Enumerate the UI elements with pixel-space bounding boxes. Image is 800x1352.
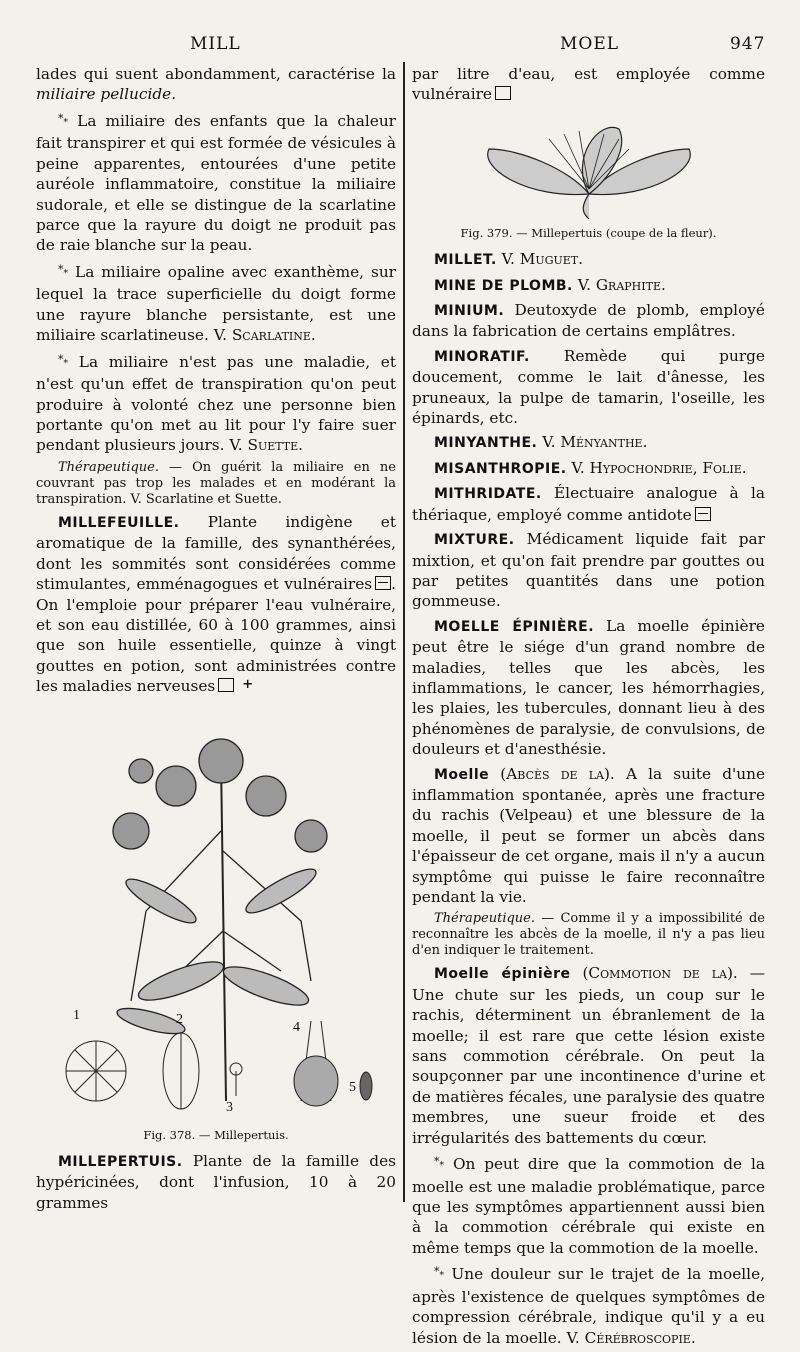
nervine-icon	[218, 678, 234, 692]
paragraph: ** La miliaire opaline avec exanthème, sur lequel la trace superficielle du doigt forme une rayure blanche persistante, est une miliaire scarlatineuse. V. Scarlatine.	[36, 262, 396, 345]
entry-mixture: MIXTURE. Médicament liquide fait par mixtion, et qu'on fait prendre par gouttes ou par petites quantités dans une potion gommeuse.	[412, 530, 765, 611]
running-head-left: MILL	[190, 34, 241, 54]
column-divider	[403, 62, 405, 1202]
figure-label: 4	[293, 1019, 300, 1035]
entry-millet: MILLET. V. Muguet.	[434, 250, 583, 269]
vulneraire-icon	[375, 576, 391, 590]
entry-millefeuille: MILLEFEUILLE. Plante indigène et aromatique de la famille, des synanthérées, dont les sommités sont considérées comme stimulantes, emménagogues et vulnéraires . On l'emploie pour préparer l'eau vulnéraire, et son eau distillée, 60 à 100 grammes, ainsi que son huile essentielle, quinze à vingt gouttes en potion, sont administrées contre les maladies nerveuses+	[36, 512, 396, 697]
entry-minoratif: MINORATIF. Remède qui purge doucement, comme le lait d'ânesse, les pruneaux, la pulpe de tamarin, l'oseille, les épinards, etc.	[412, 346, 765, 428]
page-number: 947	[730, 34, 766, 54]
figure-label: 2	[176, 1011, 183, 1027]
paragraph: par litre d'eau, est employée comme vulnéraire	[412, 65, 765, 104]
figure-label: 3	[226, 1099, 233, 1115]
entry-minyanthe: MINYANTHE. V. Ményanthe.	[434, 433, 648, 452]
figure-label: 5	[349, 1079, 356, 1095]
entry-mine-de-plomb: MINE DE PLOMB. V. Graphite.	[434, 275, 666, 294]
figure-379-caption: Fig. 379. — Millepertuis (coupe de la fleur).	[460, 225, 717, 240]
figure-label: 1	[73, 1007, 80, 1023]
entry-moelle-abces: Moelle (Abcès de la). A la suite d'une inflammation spontanée, après une fracture du rachis (Velpeau) et une blessure de la moelle, il peut se former un abcès dans l'épaisseur de cet organe, mais il n'y a aucun symptôme qui puisse le faire reconnaître pendant la vie.	[412, 764, 765, 906]
figure-378-plant-illustration	[51, 701, 381, 1121]
entry-mithridate: MITHRIDATE. Électuaire analogue à la thériaque, employé comme antidote	[412, 484, 765, 524]
paragraph: ** La miliaire n'est pas une maladie, et n'est qu'un effet de transpiration qu'on peut produire à volonté chez une personne bien portante qu'on met au lit pour l'y faire suer pendant plusieurs jours. V. Suette.	[36, 352, 396, 455]
vulneraire-icon	[495, 86, 511, 100]
left-column	[36, 64, 396, 1217]
paragraph: ** Une douleur sur le trajet de la moelle, après l'existence de quelques symptômes de compression cérébrale, indique qu'il y a eu lésion de la moelle. V. Cérébroscopie.	[412, 1265, 765, 1347]
figure-379-flower-section	[469, 109, 709, 219]
antidote-icon	[695, 507, 711, 521]
entry-moelle-epiniere: MOELLE ÉPINIÈRE. La moelle épinière peut être le siége d'un grand nombre de maladies, telles que les abcès, les inflammations, le cancer, les hémorrhagies, les plaies, les tubercules, donnant lieu à des phénomènes de paralysie, de convulsions, de douleurs et d'anesthésie.	[412, 616, 765, 759]
entry-millepertuis: MILLEPERTUIS. Plante de la famille des hypéricinées, dont l'infusion, 10 à 20 grammes	[36, 1151, 396, 1212]
paragraph: ** La miliaire des enfants que la chaleur fait transpirer et qui est formée de vésicules à peine apparentes, entourées d'une petite auréole inflammatoire, constitue la miliaire sudorale, et elle se distingue de la scarlatine parce que la rayure du doigt ne produit pas de raie blanche sur la peau.	[36, 111, 396, 255]
figure-378-caption: Fig. 378. — Millepertuis.	[143, 1127, 289, 1142]
paragraph: ** On peut dire que la commotion de la moelle est une maladie problématique, parce que les symptômes appartiennent aussi bien à la commotion cérébrale qui existe en même temps que la commotion de la moelle.	[412, 1155, 765, 1257]
entry-misanthropie: MISANTHROPIE. V. Hypochondrie, Folie.	[434, 458, 747, 477]
paragraph: lades qui suent abondamment, caractérise la miliaire pellucide.	[36, 65, 396, 104]
right-column	[412, 64, 765, 1352]
therapeutique-note: Thérapeutique. — Comme il y a impossibilité de reconnaître les abcès de la moelle, il n'y a pas lieu d'en indiquer le traitement.	[412, 911, 765, 959]
entry-moelle-commotion: Moelle épinière (Commotion de la). — Une chute sur les pieds, un coup sur le rachis, déterminent un ébranlement de la moelle; il est rare que cette lésion existe sans commotion cérébrale. On peut la soupçonner par une incontinence d'urine et de matières fécales, une paralysie des quatre membres, une sueur froide et des irrégularités des battements du cœur.	[412, 964, 765, 1147]
therapeutique-note: Thérapeutique. — On guérit la miliaire en ne couvrant pas trop les malades et en modérant la transpiration. V. Scarlatine et Suette.	[36, 459, 396, 507]
entry-minium: MINIUM. Deutoxyde de plomb, employé dans la fabrication de certains emplâtres.	[412, 301, 765, 341]
running-head-right: MOEL	[560, 34, 620, 54]
